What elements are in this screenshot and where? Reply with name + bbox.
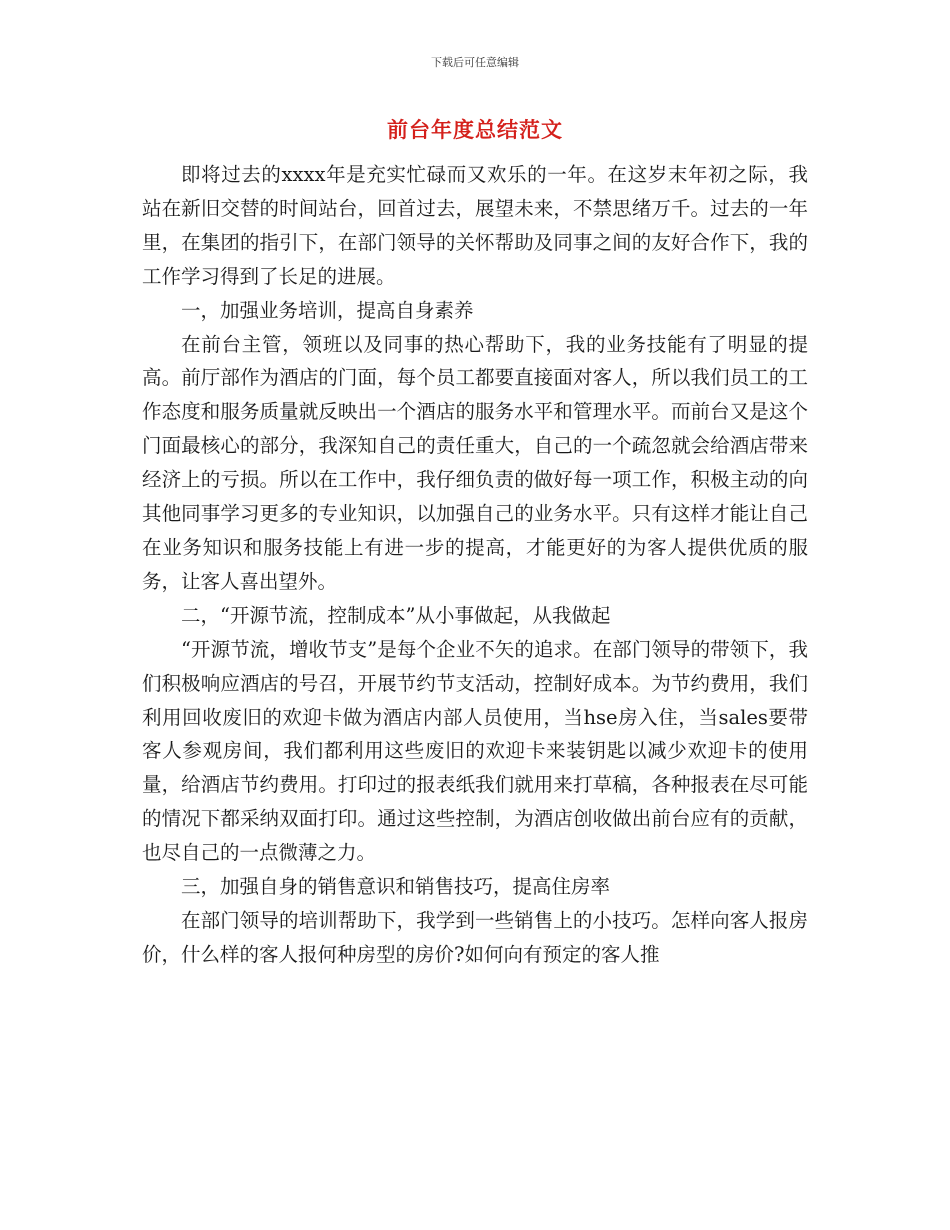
paragraph-section-1: 在前台主管，领班以及同事的热心帮助下，我的业务技能有了明显的提高。前厅部作为酒店的门面，每个员工都要直接面对客人，所以我们员工的工作态度和服务质量就反映出一个酒店的服务水平和管理水平。而前台又是这个门面最核心的部分，我深知自己的责任重大，自己的一个疏忽就会给酒店带来经济上的亏损。所以在工作中，我仔细负责的做好每一项工作，积极主动的向其他同事学习更多的专业知识，以加强自己的业务水平。只有这样才能让自己在业务知识和服务技能上有进一步的提高，才能更好的为客人提供优质的服务，让客人喜出望外。 [142,332,808,593]
section-heading-1: 一，加强业务培训，提高自身素养 [181,298,474,322]
paragraph-section-2: “开源节流，增收节支”是每个企业不矢的追求。在部门领导的带领下，我们积极响应酒店的号召，开展节约节支活动，控制好成本。为节约费用，我们利用回收废旧的欢迎卡做为酒店内部人员使用，当hse房入住，当sales要带客人参观房间，我们都利用这些废旧的欢迎卡来装钥匙以减少欢迎卡的使用量，给酒店节约费用。打印过的报表纸我们就用来打草稿，各种报表在尽可能的情况下都采纳双面打印。通过这些控制，为酒店创收做出前台应有的贡献，也尽自己的一点微薄之力。 [142,637,808,865]
document-title: 前台年度总结范文 [387,118,563,142]
paragraph-section-3: 在部门领导的培训帮助下，我学到一些销售上的小技巧。怎样向客人报房价，什么样的客人报何种房型的房价?如何向有预定的客人推 [142,908,808,966]
section-heading-2: 二，“开源节流，控制成本”从小事做起，从我做起 [181,603,611,627]
document-body [142,158,808,972]
section-heading-3: 三，加强自身的销售意识和销售技巧，提高住房率 [181,875,611,899]
header-note: 下载后可任意编辑 [431,56,519,69]
paragraph-intro: 即将过去的xxxx年是充实忙碌而又欢乐的一年。在这岁末年初之际，我站在新旧交替的时间站台，回首过去，展望未来，不禁思绪万千。过去的一年里，在集团的指引下，在部门领导的关怀帮助及同事之间的友好合作下，我的工作学习得到了长足的进展。 [142,163,808,288]
